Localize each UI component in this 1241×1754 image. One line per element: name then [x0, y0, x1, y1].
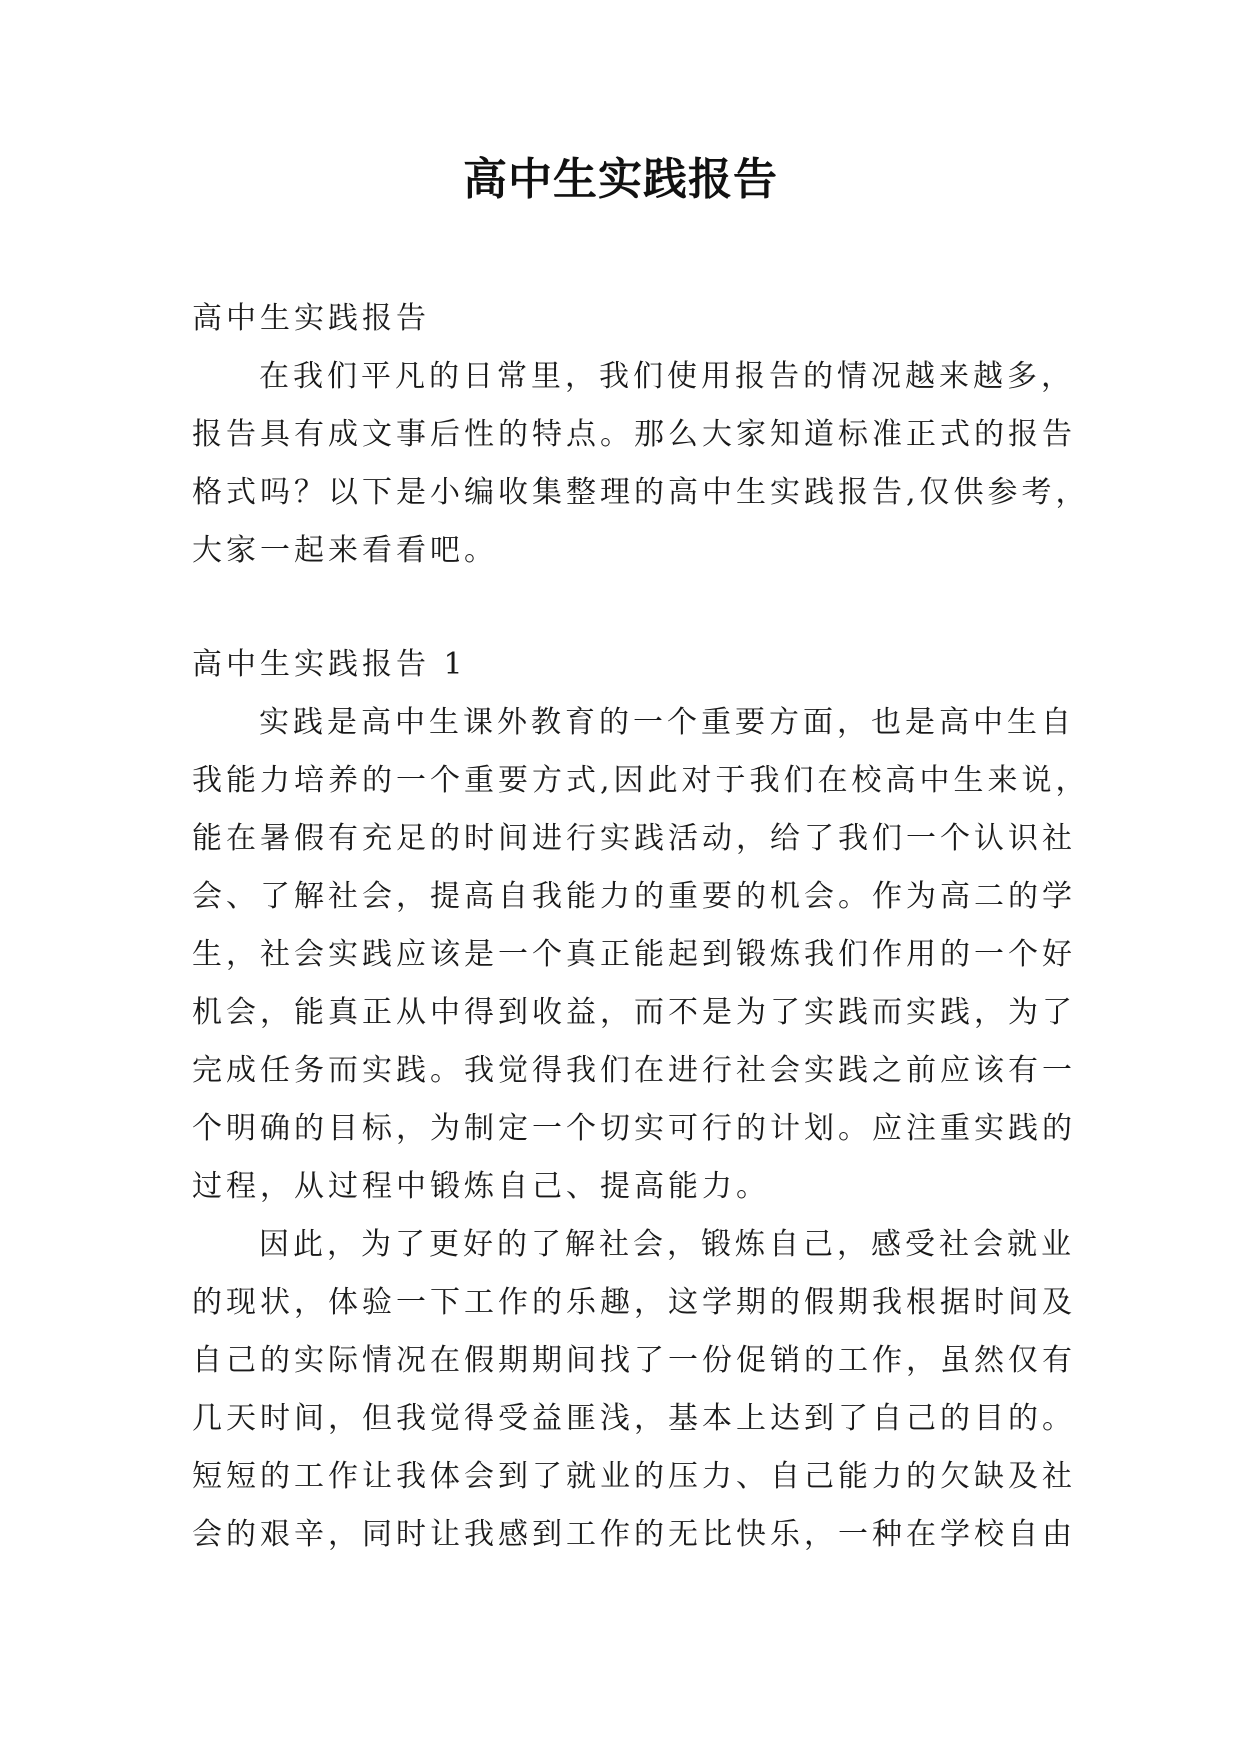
- section-heading: 高中生实践报告 1: [192, 647, 467, 682]
- paragraph-line: 能在暑假有充足的时间进行实践活动，给了我们一个认识社: [192, 821, 1076, 856]
- paragraph-line: 个明确的目标，为制定一个切实可行的计划。应注重实践的: [192, 1111, 1076, 1146]
- page-title: 高中生实践报告: [463, 154, 778, 205]
- intro-line: 格式吗？以下是小编收集整理的高中生实践报告,仅供参考，: [192, 475, 1090, 510]
- paragraph-line: 因此，为了更好的了解社会，锻炼自己，感受社会就业: [259, 1227, 1075, 1262]
- paragraph-line: 自己的实际情况在假期期间找了一份促销的工作，虽然仅有: [192, 1343, 1076, 1378]
- paragraph-line: 生，社会实践应该是一个真正能起到锻炼我们作用的一个好: [192, 937, 1076, 972]
- intro-line: 在我们平凡的日常里，我们使用报告的情况越来越多，: [259, 359, 1075, 394]
- document-body: [192, 290, 1090, 1564]
- paragraph-line: 会的艰辛，同时让我感到工作的无比快乐，一种在学校自由: [192, 1517, 1076, 1552]
- paragraph-line: 短短的工作让我体会到了就业的压力、自己能力的欠缺及社: [192, 1459, 1076, 1494]
- paragraph-line: 会、了解社会，提高自我能力的重要的机会。作为高二的学: [192, 879, 1076, 914]
- paragraph-2: [192, 1216, 1076, 1564]
- paragraph-line: 完成任务而实践。我觉得我们在进行社会实践之前应该有一: [192, 1053, 1076, 1088]
- paragraph-line: 过程，从过程中锻炼自己、提高能力。: [192, 1169, 770, 1204]
- section-gap: [192, 580, 1072, 636]
- paragraph-line: 的现状，体验一下工作的乐趣，这学期的假期我根据时间及: [192, 1285, 1076, 1320]
- subtitle: 高中生实践报告: [192, 301, 430, 336]
- intro-paragraph: [192, 348, 1090, 580]
- paragraph-line: 我能力培养的一个重要方式,因此对于我们在校高中生来说，: [192, 763, 1090, 798]
- paragraph-line: 实践是高中生课外教育的一个重要方面，也是高中生自: [259, 705, 1075, 740]
- paragraph-1: [192, 694, 1090, 1216]
- intro-line: 报告具有成文事后性的特点。那么大家知道标准正式的报告: [192, 417, 1076, 452]
- intro-line: 大家一起来看看吧。: [192, 533, 498, 568]
- paragraph-line: 几天时间，但我觉得受益匪浅，基本上达到了自己的目的。: [192, 1401, 1076, 1436]
- paragraph-line: 机会，能真正从中得到收益，而不是为了实践而实践，为了: [192, 995, 1076, 1030]
